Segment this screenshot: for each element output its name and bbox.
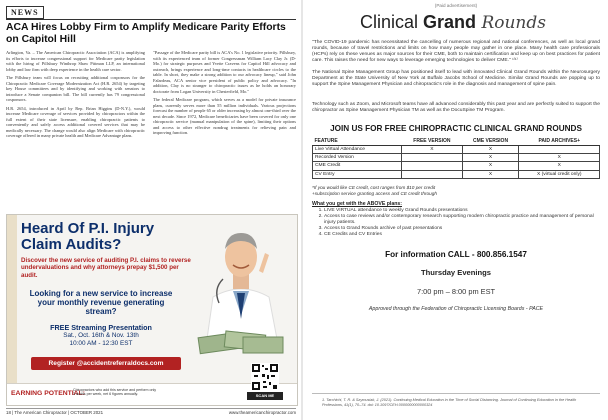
- article-paragraph: H.R. 2654, introduced in April by Rep. Brian Higgins (D-N.Y.), would increase Medicare coverage of services provided by chiropractors within the full extent of their state licensure, enabling chiropractic patients to conveniently and safely access additional covered services that may be medically necessary. The change would also align Medicare with chiropractic coverage offered in many private health and Medicare Advantage plans.: [6, 105, 145, 138]
- section-tag: NEWS: [6, 6, 44, 19]
- doctor-photo: [193, 219, 289, 339]
- benefits-list: [312, 208, 594, 238]
- list-item: 4. CE Credits and CV Entries: [324, 232, 594, 238]
- intro-paragraph-2: The National Spine Management Group has positioned itself to lead with innovated Clinical Grand Rounds within the Neurosurgery Department at the State University of New York at Buffalo Jacobs School of Medicine. Similar Grand Rounds are popping up to support the Spine Management Physician and chiropractic's role in the diagnosis and management of spine pain.: [312, 70, 600, 88]
- footer-left: 18 | The American Chiropractor | OCTOBER 2021: [6, 410, 104, 415]
- title-light: Clinical: [360, 12, 424, 32]
- table-cell: [402, 162, 462, 170]
- table-header-row: [313, 137, 600, 146]
- benefits-heading: What you get with the ABOVE plans:: [312, 201, 403, 207]
- join-heading: JOIN US FOR FREE CHIROPRACTIC CLINICAL GRAND ROUNDS: [330, 124, 582, 133]
- list-item: 1. LIVE VIRTUAL attendance to weekly Grand Rounds presentations: [324, 208, 594, 214]
- approval-note: Approved through the Federation of Chiropractic Licensing Boards - PACE: [368, 306, 544, 312]
- table-row: [313, 154, 600, 162]
- pi-audit-advertisement: [6, 214, 298, 406]
- title-script: Rounds: [476, 13, 546, 33]
- article-paragraph: The Pillsbury team will focus on recruiting additional cosponsors for the Chiropractic Medicare Coverage Modernization Act (H.R. 2654) by targeting key House committees and by identifying and working with senators to introduce a Senate companion bill. The bill currently has 79 congressional cosponsors.: [6, 75, 145, 102]
- table-cell: CME Credit: [313, 162, 402, 170]
- clinical-grand-rounds-title: [360, 11, 546, 34]
- table-row: [313, 146, 600, 154]
- schedule-time: 7:00 pm – 8:00 pm EST: [416, 287, 496, 296]
- ad-free-title: FREE Streaming Presentation: [50, 323, 152, 332]
- table-cell: [402, 154, 462, 162]
- table-cell: X: [462, 170, 519, 178]
- table-cell: X: [402, 146, 462, 154]
- table-cell: Recorded Version: [313, 154, 402, 162]
- ad-subtitle: Discover the new service of auditing P.I. claims to reverse undervaluations and why attorneys prepay $1,500 per audit.: [21, 257, 191, 279]
- list-item: 2. Access to case reviews and/or contemporary research supporting modern chiropractic practice and management of personal injury patients.: [324, 214, 594, 226]
- cash-stack-image: [195, 327, 287, 357]
- footer-url[interactable]: www.theamericanchiropractor.com: [228, 410, 296, 415]
- table-row: [313, 162, 600, 170]
- ad-free-dates: Sat., Oct. 16th & Nov. 13th: [63, 332, 139, 339]
- ad-presentation-info: [21, 323, 181, 347]
- article-column-2: [153, 50, 296, 139]
- article-paragraph: Arlington, Va. – The American Chiropractic Association (ACA) is amplifying its efforts to increase congressional support for Medicare parity legislation with the hiring of Pillsbury Winthrop Shaw Pittman LLP, an international lobby and law firm with deep experience in the health care sector.: [6, 50, 145, 72]
- ad-side-band: [7, 215, 17, 405]
- table-cell: [402, 170, 462, 178]
- paid-advertisement-label: (Paid advertisement): [434, 3, 478, 8]
- table-cell: Live Virtual Attendance: [313, 146, 402, 154]
- schedule-day: Thursday Evenings: [420, 268, 492, 277]
- page-footer: [6, 408, 296, 417]
- table-header: FREE VERSION: [402, 137, 462, 146]
- table-cell: X: [462, 146, 519, 154]
- section-rule: [6, 19, 296, 20]
- table-cell: X: [462, 154, 519, 162]
- phone-info[interactable]: For information CALL - 800.856.1547: [385, 250, 527, 259]
- ad-title: Heard Of P.I. Injury Claim Audits?: [21, 220, 155, 253]
- article-headline: ACA Hires Lobby Firm to Amplify Medicare Parity Efforts on Capitol Hill: [6, 22, 286, 45]
- reference-divider: [312, 393, 600, 394]
- ad-question: Looking for a new service to increase your monthly revenue generating stream?: [29, 289, 173, 316]
- right-page: [304, 0, 608, 420]
- ad-free-time: 10:00 AM - 12:30 EST: [69, 339, 133, 347]
- table-header: FEATURE: [313, 137, 402, 146]
- title-bold: Grand: [423, 12, 477, 32]
- table-cell: X: [519, 154, 600, 162]
- article-paragraph: The federal Medicare program, which serves as a model for private insurance plans, currently serves more than 55 million individuals. Various projections forecast the number of people 65 or older increasing by almost one-third over the next decade. Since 1972, Medicare beneficiaries have been covered for only one chiropractic service (manual manipulation of the spine), limiting their options and access to other effective nondrug treatments for relieving pain and improving function.: [153, 97, 296, 135]
- earning-potential-label: EARNING POTENTIAL:: [11, 390, 86, 397]
- article-paragraph: "Passage of the Medicare parity bill is ACA's No. 1 legislative priority. Pillsbury, with its experienced team of former Congressman William Lacy Clay Jr. (D-Mo.) for strategic purposes and Yvette Cravens for Capitol Hill advocacy and outreach, brings experience and long-time contacts in healthcare circles to the table. In short, they make a strong addition to our advocacy lineup," said John Falardeau, ACA senior vice president of public policy and advocacy. "In addition, Clay is no stranger to chiropractic issues as he holds an honorary doctorate from Logan University in Chesterfield, Mo.": [153, 50, 296, 94]
- qr-code-icon[interactable]: [251, 363, 279, 391]
- page-gutter: [301, 0, 303, 420]
- table-cell: X: [462, 162, 519, 170]
- article-column-1: [6, 50, 145, 142]
- earning-potential-text: Chiropractors who add this service and perform only 2 audits per week, net 6 figures annually.: [73, 388, 157, 397]
- intro-paragraph-3: Technology such as Zoom, and Microsoft teams have all advanced considerably this past year and are perfectly suited to support the chiropractor as Spine Management Physician TM as well as the DocuSpine TM Program.: [312, 102, 600, 114]
- ad-register-link[interactable]: Register @accidentreferraldocs.com: [31, 357, 181, 370]
- plan-comparison-table: [312, 137, 600, 179]
- table-cell: [519, 146, 600, 154]
- table-header: CME VERSION: [462, 137, 519, 146]
- scan-me-label: SCAN ME: [247, 392, 283, 400]
- left-page: [0, 0, 300, 420]
- ce-credit-note: *If you would like CE credit, cost ranges from $10 per credit +subscription service granting access and CE credit through: [312, 185, 437, 196]
- list-item: 3. Access to Grand Rounds archive of past presentations: [324, 226, 594, 232]
- table-cell: X: [519, 162, 600, 170]
- reference-citation: 1. Tarchichi, T. R. & Szymusiak, J. (2021). Continuing Medical Education in the Time of Social Distancing. Journal of Continuing Education in the Health Professions, 41(1), 70–74. doi: 10.1097/CEH.0000000000000324: [322, 398, 577, 407]
- table-header: PAID ARCHIVES+: [519, 137, 600, 146]
- intro-quote: "The COVID-19 pandemic has necessitated the cancelling of numerous regional and national conferences, as well as local grand rounds, because of travel restrictions and limits on how many people may gather in one place. Many health care professionals (HCPs) rely on these venues as major sources for their CME, both to maintain certification and keep up on best practices for patient care. This raises the need for new ways to leverage emerging technologies to deliver CME." ¹⁽¹⁾: [312, 40, 600, 64]
- table-cell: CV Entry: [313, 170, 402, 178]
- table-cell: X (virtual credit only): [519, 170, 600, 178]
- table-row: [313, 170, 600, 178]
